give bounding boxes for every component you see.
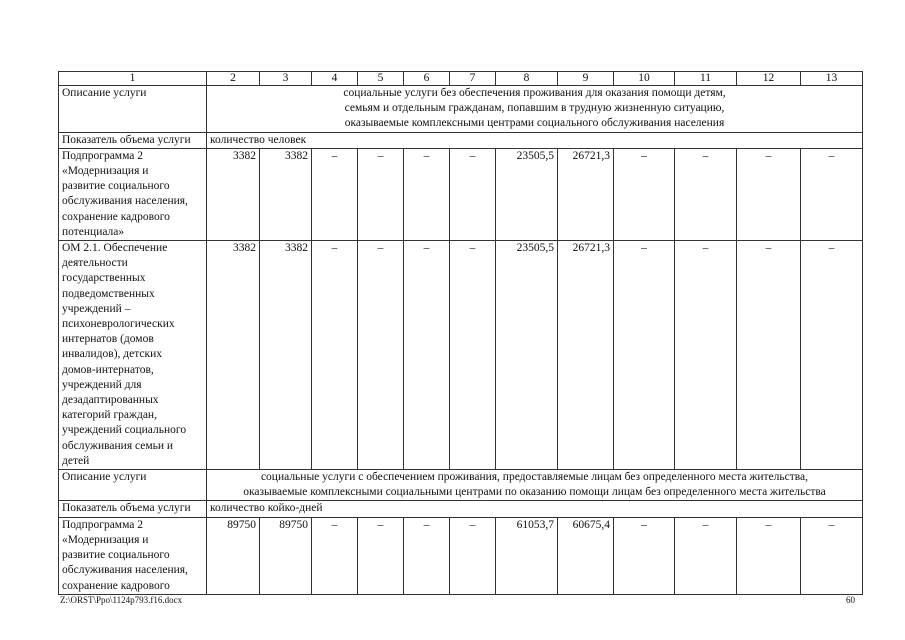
data-cell: – — [404, 148, 450, 240]
program-name-line: инвалидов), детских — [62, 348, 163, 361]
table-row — [59, 132, 863, 148]
column-number: 11 — [675, 72, 737, 86]
program-name-line: потенциала» — [62, 225, 125, 238]
program-name-line: сохранение кадрового — [62, 210, 170, 223]
program-name — [59, 148, 207, 240]
column-number: 9 — [558, 72, 614, 86]
data-cell: – — [801, 148, 863, 240]
program-name-line: обслуживания населения, — [62, 195, 188, 208]
program-name-line: сохранение кадрового — [62, 579, 170, 592]
data-cell: 26721,3 — [558, 241, 614, 470]
footer-file-path: Z:\ORST\Ppo\1124p793.f16.docx — [60, 595, 183, 605]
data-cell: – — [312, 517, 358, 594]
data-table — [58, 71, 863, 595]
column-number: 8 — [496, 72, 558, 86]
column-number: 5 — [358, 72, 404, 86]
data-cell: – — [675, 241, 737, 470]
data-cell: – — [614, 517, 675, 594]
data-cell: 3382 — [260, 241, 312, 470]
data-cell: 3382 — [260, 148, 312, 240]
data-cell: – — [675, 517, 737, 594]
data-cell: – — [737, 241, 801, 470]
table-row — [59, 470, 863, 501]
data-cell: – — [675, 148, 737, 240]
data-cell: – — [801, 517, 863, 594]
data-cell: – — [358, 517, 404, 594]
data-cell: – — [312, 148, 358, 240]
data-cell: – — [404, 517, 450, 594]
data-cell: 23505,5 — [496, 148, 558, 240]
service-description-line: социальные услуги с обеспечением проживания, предоставляемые лицам без определенного места жительства, — [260, 471, 809, 484]
program-name-line: ОМ 2.1. Обеспечение — [62, 242, 168, 255]
data-cell: – — [312, 241, 358, 470]
program-name-line: учреждений – — [62, 302, 131, 315]
program-name — [59, 517, 207, 594]
column-number: 3 — [260, 72, 312, 86]
program-name — [59, 241, 207, 470]
data-cell: – — [358, 148, 404, 240]
program-name-line: учреждений для — [62, 378, 142, 391]
program-name-line: «Модернизация и — [62, 165, 149, 178]
data-cell: 89750 — [207, 517, 260, 594]
program-name-line: дезадаптированных — [62, 394, 159, 407]
program-name-line: учреждений социального — [62, 424, 187, 437]
volume-indicator-value: количество койко-дней — [207, 501, 863, 517]
data-cell: 3382 — [207, 148, 260, 240]
column-number: 1 — [59, 72, 207, 86]
data-cell: 89750 — [260, 517, 312, 594]
volume-indicator-label: Показатель объема услуги — [59, 132, 207, 148]
program-name-line: подведомственных — [62, 287, 155, 300]
table-row — [59, 501, 863, 517]
data-cell: – — [614, 241, 675, 470]
service-description-line: социальные услуги без обеспечения проживания для оказания помощи детям, — [343, 87, 726, 99]
data-cell: 60675,4 — [558, 517, 614, 594]
data-cell: – — [801, 241, 863, 470]
data-cell: – — [404, 241, 450, 470]
program-name-line: Подпрограмма 2 — [62, 518, 144, 531]
service-description-line: оказываемые комплексными социальными центрами по оказанию помощи лицам без определенного места жительства — [243, 486, 826, 499]
column-number: 13 — [801, 72, 863, 86]
service-description-text — [207, 470, 863, 501]
program-name-line: государственных — [62, 272, 146, 285]
service-description-line: оказываемые комплексными центрами социального обслуживания населения — [344, 117, 725, 130]
table-row — [59, 148, 863, 240]
table-row — [59, 241, 863, 470]
program-name-line: психоневрологических — [62, 318, 175, 331]
program-name-line: категорий граждан, — [62, 409, 157, 422]
table-row — [59, 86, 863, 133]
column-number: 12 — [737, 72, 801, 86]
data-cell: – — [450, 517, 496, 594]
footer-page-number: 60 — [846, 595, 855, 605]
program-name-line: «Модернизация и — [62, 533, 149, 546]
program-name-line: обслуживания населения, — [62, 564, 188, 577]
program-name-line: развитие социального — [62, 180, 170, 193]
table-row — [59, 517, 863, 594]
data-cell: – — [450, 148, 496, 240]
service-description-text — [207, 86, 863, 133]
program-name-line: интернатов (домов — [62, 333, 154, 346]
program-name-line: обслуживания семьи и — [62, 439, 174, 452]
data-cell: – — [737, 148, 801, 240]
data-cell: 26721,3 — [558, 148, 614, 240]
column-number: 4 — [312, 72, 358, 86]
data-cell: 23505,5 — [496, 241, 558, 470]
program-name-line: домов-интернатов, — [62, 363, 154, 376]
column-number: 7 — [450, 72, 496, 86]
program-name-line: детей — [62, 454, 90, 467]
volume-indicator-value: количество человек — [207, 132, 863, 148]
program-name-line: Подпрограмма 2 — [62, 149, 144, 162]
column-number-row — [59, 72, 863, 86]
data-cell: – — [450, 241, 496, 470]
volume-indicator-label: Показатель объема услуги — [59, 501, 207, 517]
data-cell: 61053,7 — [496, 517, 558, 594]
service-description-label: Описание услуги — [59, 86, 207, 133]
column-number: 6 — [404, 72, 450, 86]
service-description-line: семьям и отдельным гражданам, попавшим в трудную жизненную ситуацию, — [344, 102, 725, 115]
data-cell: – — [737, 517, 801, 594]
column-number: 2 — [207, 72, 260, 86]
data-cell: – — [614, 148, 675, 240]
data-cell: – — [358, 241, 404, 470]
service-description-label: Описание услуги — [59, 470, 207, 501]
data-cell: 3382 — [207, 241, 260, 470]
program-name-line: деятельности — [62, 257, 128, 270]
program-name-line: развитие социального — [62, 549, 170, 562]
column-number: 10 — [614, 72, 675, 86]
